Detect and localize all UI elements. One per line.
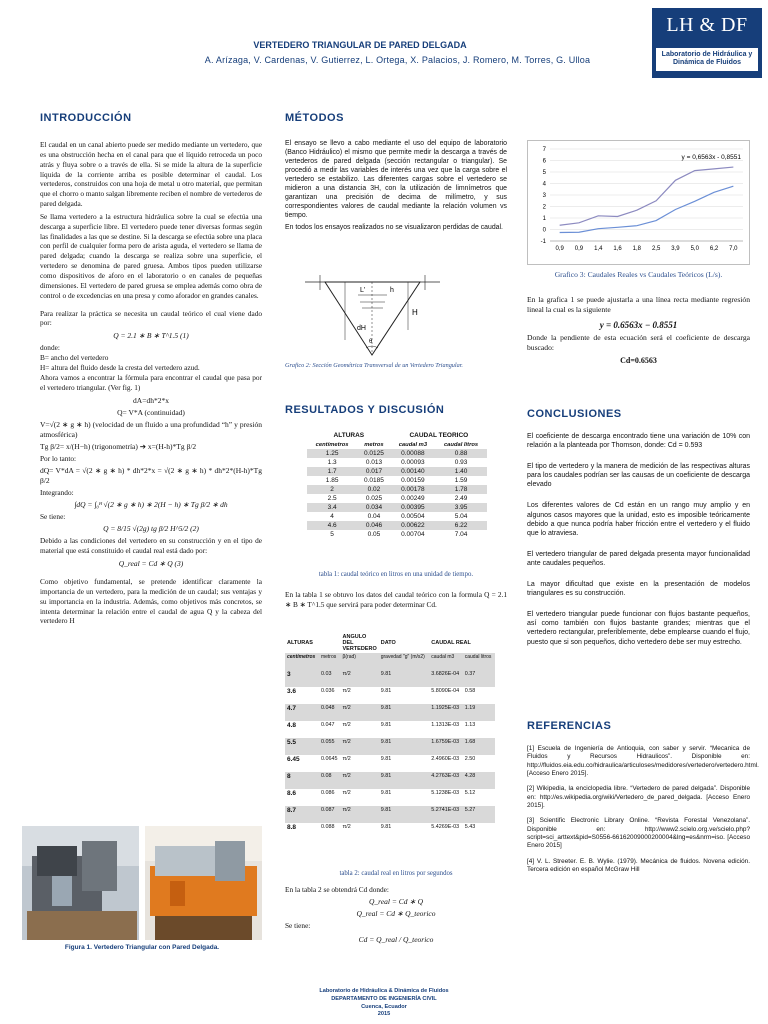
footer-department: DEPARTAMENTO DE INGENIERÍA CIVIL [331, 995, 437, 1002]
table1-subheader: caudal litros [443, 442, 479, 448]
chart-real-vs-theoretical [527, 140, 750, 265]
table2-subheader: gravedad "g" (m/s2) [379, 653, 430, 670]
table2-cell: 4.8 [287, 722, 297, 729]
table1-cell: 1.7 [307, 467, 357, 476]
reference-item: [4] V. L. Streeter. E. B. Wylie. (1979). Mecánica de fluidos. Novena edición. Tercera edición en español McGraw Hill [527, 857, 750, 873]
table2-cell: 4.2763E-03 [429, 772, 462, 789]
table1-cell: 3.95 [435, 503, 487, 512]
intro-paragraph: Debido a las condiciones del vertedero en su construcción y en el tipo de material que está constituido el caudal real está dado por: [40, 536, 262, 556]
table1-cell: 0.93 [454, 459, 468, 466]
conclusiones-heading: CONCLUSIONES [527, 408, 622, 420]
table2-cell: 6.45 [287, 756, 300, 763]
table2-cell: 9.81 [379, 670, 430, 687]
table2-cell: 8 [285, 772, 319, 789]
table1-cell: 0.00622 [391, 521, 435, 530]
table1-cell: 0.025 [365, 495, 383, 502]
table2-subheader: caudal m3 [429, 653, 462, 670]
equation-1: Q = 2.1 ∗ B ∗ T^1.5 (1) [113, 331, 189, 341]
table2-header: ANGULO DEL VERTEDERO [342, 634, 377, 652]
chart-svg [528, 141, 749, 264]
equation-v: V=√(2 ∗ g ∗ h) (velocidad de un fluido a una profundidad “h” y presión atmosférica) [40, 419, 262, 439]
table1-cell: 5 [330, 531, 334, 538]
table2-cell: 8.6 [287, 790, 297, 797]
equation-qreal-teorico: Q_real = Cd ∗ Q_teorico [356, 908, 436, 918]
table2-subheader: caudal litros [463, 653, 495, 670]
intro-paragraph: El caudal en un canal abierto puede ser medido mediante un vertedero, que es una obstrucción hecha en el canal para que el líquido retroceda un poco atrás y fluya sobre o a través de ella. Si se mide la altura de la superficie líquida de la corriente arriba es posible determinar el caudal. Los vertederos, construidos con una hoja de metal u otro material, que permitan que el chorro o manto salgan libremente reciben el nombre de vertederos de pared delgada. [40, 140, 262, 209]
label-theta: θ [369, 339, 373, 345]
table2-cell: 0.58 [464, 688, 476, 694]
table2-row [285, 772, 495, 789]
footer-year: 2015 [377, 1011, 391, 1018]
table2-cell: π/2 [342, 756, 351, 762]
equation-qreal: Q_real = Cd ∗ Q [369, 896, 423, 906]
table1-subheader: centímetros [315, 442, 349, 448]
table2-cell: π/2 [341, 772, 379, 789]
chart-series-line-trend [560, 186, 734, 232]
table1-cell: 0.00395 [391, 503, 435, 512]
chart-y-tick: 3 [542, 193, 546, 199]
resultados-text-2 [285, 885, 507, 947]
footer-city: Cuenca, Ecuador [361, 1003, 407, 1010]
table2-subheader: centímetros [285, 653, 319, 670]
table2-cell: 9.81 [379, 738, 430, 755]
photo-hydraulic-bench [145, 826, 262, 940]
table2-cell: 9.81 [380, 824, 392, 830]
chart-x-tick: 3,9 [671, 246, 680, 252]
intro-paragraph: Ahora vamos a encontrar la fórmula para encontrar el caudal que pasa por el vertedero triangular. (Ver fig. 1) [40, 372, 262, 392]
conclusion-item: El tipo de vertedero y la manera de medición de las respectivas alturas para los caudales podrían ser las causas de un coeficiente de descarga elevado [527, 463, 750, 489]
footer [200, 988, 568, 1019]
table1-cell: 0.0185 [364, 477, 384, 484]
table2-cell: 0.047 [320, 722, 335, 728]
table1-row [307, 476, 487, 485]
table2-row [285, 823, 495, 840]
figure-2-caption: Grafico 2: Sección Geométrica Transversal de un Vertedero Triangular. [285, 362, 463, 369]
table2-row [285, 704, 495, 721]
lab-logo [652, 8, 762, 78]
table2-cell: 2.4960E-03 [431, 756, 460, 762]
conclusion-item: El coeficiente de descarga encontrado tiene una variación de 10% con relación a la planteada por Thomson, donde: Cd = 0.593 [527, 433, 750, 450]
equation-3: Q_real = Cd ∗ Q (3) [118, 558, 184, 568]
table1-row [307, 467, 487, 476]
table1-row [307, 458, 487, 467]
conclusion-item: El vertedero triangular puede funcionar con flujos bastante pequeños, así como también con flujos bastante grandes; mientras que el vertedero rectangular, preferiblemente, debe emplearse cuando el flujo, puesto que si son pequeños, dicho vertedero debe ser muy estrecho. [527, 611, 750, 646]
referencias-body [527, 745, 759, 881]
table1-cell: 0.046 [357, 521, 390, 530]
table-real-flow [285, 633, 495, 840]
resultados-line: Se tiene: [285, 921, 311, 931]
table1-cell: 4 [330, 513, 334, 520]
table2-header: ALTURAS [287, 640, 313, 646]
chart-y-tick: 6 [542, 158, 546, 165]
reference-item: [1] Escuela de Ingeniería de Antioquia, con saber y servir. “Mecanica de Fluidos y Recursos Hidraulicos”. Disponible en: http://fluidos.eia.edu.co/hidraulica/articuloses/medidores/vertedero/vertedero.html. [Acceso Enero 2015]. [527, 745, 759, 777]
intro-paragraph: Como objetivo fundamental, se pretende identificar claramente la importancia de un vertedero, para la medición de un caudal; sus ventajas y su importancia en la industria. Además, como objetivos más concretos, se intenta determinar la relación entre el caudal de agua Q y la cabeza del vertedero H [40, 577, 262, 626]
table1-cell: 0.02 [357, 485, 390, 494]
label-h: h [390, 287, 394, 294]
table1-cell: 0.034 [357, 503, 390, 512]
grafico-paragraph: En la grafica 1 se puede ajustarla a una línea recta mediante regresión lineal la cual es la siguiente [527, 295, 750, 315]
table1-row [307, 521, 487, 530]
table2-cell: π/2 [341, 704, 379, 721]
figure-1-caption: Figura 1. Vertedero Triangular con Pared Delgada. [64, 944, 220, 951]
table-2-caption: tabla 2: caudal real en litros por segundos [339, 870, 453, 877]
table2-row [285, 670, 495, 687]
equation-2: Q = 8/15 √(2g) tg β/2 H^5/2 (2) [103, 524, 199, 534]
table2-cell: 0.0645 [320, 756, 338, 762]
table2-cell: 0.08 [319, 772, 341, 789]
table2-cell: 9.81 [380, 688, 392, 694]
intro-line: Integrando: [40, 488, 74, 498]
table2-cell: 8.7 [285, 806, 319, 823]
table2-cell: 5.27 [463, 806, 495, 823]
table1-cell: 0.00704 [401, 531, 425, 538]
table2-subheader: β(rad) [341, 653, 379, 670]
chart-x-tick: 1,8 [632, 246, 642, 252]
chart-y-tick: 0 [542, 227, 546, 234]
equation-q: Q= V*A (continuidad) [117, 407, 185, 417]
table1-cell: 0.05 [367, 531, 381, 538]
chart-x-tick: 1,6 [613, 246, 622, 252]
equation-da: dA=dh*2*x [133, 395, 169, 405]
table2-cell: 0.086 [320, 790, 335, 796]
reference-item: [2] Wikipedia, la enciclopedia libre. “Vertedero de pared delgada”. Disponible en: http://es.wikipedia.org/wiki/Vertedero_de_pared_delgada. [Acceso Enero 2015]. [527, 785, 750, 809]
table2-cell: 4.7 [285, 704, 319, 721]
table2-cell: 9.81 [380, 756, 392, 762]
table1-cell: 0.013 [365, 459, 383, 466]
table2-cell: 3 [285, 670, 319, 687]
metodos-paragraph: El ensayo se llevo a cabo mediante el uso del equipo de laboratorio (Banco Hidráulico) el mismo que permite medir la descarga a través de vertederos de pared delgada (sección rectangular o triangular). Se procedió a medir las variables de interés una vez que la carga sobre el vertedero se estabilizo. Las diferentes cargas sobre el vertedero se midieron a una distancia 3H, con la utilización de limnímetros que garantizan una precisión de decima de milímetro, y sus correspondientes valores de caudal mediante la relación volumen vs tiempo. [285, 140, 507, 219]
table2-cell: 1.19 [463, 704, 495, 721]
table2-cell: 0.37 [463, 670, 495, 687]
table2-cell: 1.1313E-03 [431, 722, 460, 728]
table1-cell: 0.017 [357, 467, 390, 476]
table-1-caption: tabla 1: caudal teórico en litros en una unidad de tiempo. [318, 571, 474, 578]
intro-line: donde: [40, 343, 60, 353]
cd-value: Cd=0.6563 [620, 356, 657, 366]
table2-cell: 9.81 [379, 806, 430, 823]
table1-cell: 0.0125 [357, 449, 390, 458]
conclusion-item: El vertedero triangular de pared delgada presenta mayor funcionalidad ante caudales pequeños. [527, 550, 750, 567]
table1-cell: 7.04 [454, 531, 468, 538]
table2-cell: 5.12 [464, 790, 476, 796]
table1-cell: 0.00159 [401, 477, 425, 484]
chart-annotation: y = 0,6563x - 0,8551 [681, 154, 741, 161]
table2-cell: 1.1925E-03 [429, 704, 462, 721]
table2-cell: 0.03 [319, 670, 341, 687]
table2-row [285, 738, 495, 755]
table1-cell: 0.00093 [401, 459, 425, 466]
chart-x-tick: 1,4 [594, 246, 603, 252]
table1-cell: 1.3 [327, 459, 337, 466]
table1-row [307, 503, 487, 512]
label-l: L' [360, 287, 366, 294]
resultados-line: En la tabla 2 se obtendrá Cd donde: [285, 885, 389, 894]
chart-y-tick: 5 [542, 170, 546, 176]
table1-subheader: metros [364, 442, 384, 448]
table2-cell: 1.6759E-03 [429, 738, 462, 755]
weir-cross-section-diagram [300, 270, 450, 360]
metodos-heading: MÉTODOS [285, 112, 344, 124]
table1-cell: 3.4 [307, 503, 357, 512]
table1-cell: 6.22 [435, 521, 487, 530]
table2-row [285, 721, 495, 738]
intro-line: B= ancho del vertedero [40, 353, 109, 363]
table2-cell: π/2 [342, 824, 351, 830]
table2-cell: π/2 [342, 722, 351, 728]
table1-cell: 0.88 [435, 449, 487, 458]
table2-row [285, 755, 495, 772]
chart-y-tick: 7 [542, 147, 546, 153]
table2-cell: 0.048 [319, 704, 341, 721]
label-big-h: H [412, 308, 418, 317]
intro-line: Por lo tanto: [40, 454, 77, 464]
table2-cell: 2.50 [464, 756, 476, 762]
table2-row [285, 806, 495, 823]
table2-cell: 9.81 [380, 790, 392, 796]
footer-lab: Laboratorio de Hidráulica & Dinámica de Fluidos [319, 988, 449, 994]
table2-cell: 5.5 [285, 738, 319, 755]
grafico-3-text [527, 295, 750, 367]
table1-cell: 1.40 [435, 467, 487, 476]
table2-cell: π/2 [341, 738, 379, 755]
table2-cell: 1.13 [464, 722, 476, 728]
table1-cell: 0.00249 [401, 495, 425, 502]
table1-row [307, 494, 487, 503]
chart-y-tick: 4 [542, 181, 546, 188]
chart-x-tick: 2,5 [651, 246, 661, 252]
metodos-body [285, 140, 507, 236]
grafico-paragraph: Donde la pendiente de esta ecuación será el coeficiente de descarga buscado: [527, 332, 750, 352]
table1-cell: 2 [307, 485, 357, 494]
intro-line: Se tiene: [40, 512, 66, 522]
table2-cell: 9.81 [379, 704, 430, 721]
table2-cell: 9.81 [380, 722, 392, 728]
table2-cell: 0.087 [319, 806, 341, 823]
intro-paragraph: Para realizar la práctica se necesita un caudal teórico el cual viene dado por: [40, 308, 262, 328]
table2-cell: 5.4269E-03 [431, 824, 460, 830]
poster-title: VERTEDERO TRIANGULAR DE PARED DELGADA [253, 40, 467, 50]
conclusion-item: Los diferentes valores de Cd están en un rango muy amplio y en algunos casos mayores que la unidad, esto es imposible teóricamente debido a que nunca podría haber fricción entre el vertedero y el fluido que lo atraviesa. [527, 502, 750, 537]
table1-cell: 0.00140 [391, 467, 435, 476]
chart-x-tick: 7,0 [729, 246, 738, 252]
table2-cell: 5.43 [464, 824, 476, 830]
table1-row [307, 449, 487, 458]
table2-cell: 0.088 [320, 824, 335, 830]
table1-cell: 0.04 [367, 513, 381, 520]
table-theoretical-flow [307, 430, 487, 539]
table2-header: CAUDAL REAL [431, 640, 471, 646]
table2-cell: π/2 [342, 790, 351, 796]
table2-cell: 5.2741E-03 [429, 806, 462, 823]
referencias-heading: REFERENCIAS [527, 720, 612, 732]
table1-header: ALTURAS [333, 432, 365, 439]
table2-cell: 0.055 [319, 738, 341, 755]
chart-x-tick: 6,2 [709, 246, 719, 252]
logo-title: LH & DF [666, 14, 748, 36]
chart-x-tick: 0,9 [555, 246, 564, 252]
table2-cell: π/2 [341, 670, 379, 687]
table1-cell: 2.49 [454, 495, 468, 502]
equation-cd: Cd = Q_real / Q_teorico [358, 934, 434, 944]
chart-y-tick: -1 [540, 239, 546, 245]
intro-line: H= altura del fluido desde la cresta del vertedero azud. [40, 363, 200, 372]
table1-cell: 5.04 [454, 513, 468, 520]
table2-cell: 0.036 [320, 688, 335, 694]
table1-row [307, 530, 487, 539]
chart-x-tick: 5,0 [690, 246, 699, 252]
table2-header: DATO [380, 640, 396, 646]
logo-subtitle: Laboratorio de Hidráulica y Dinámica de Fluidos [656, 48, 758, 71]
resultados-heading: RESULTADOS Y DISCUSIÓN [285, 404, 445, 416]
equation-dq: dQ= V*dA = √(2 ∗ g ∗ h) * dh*2*x = √(2 ∗ g ∗ h) * dh*2*(H-h)*Tg β/2 [40, 466, 262, 486]
regression-equation: y = 0.6563x − 0.8551 [599, 319, 678, 330]
table2-cell: 3.6 [287, 688, 297, 695]
chart-y-tick: 2 [542, 204, 546, 211]
table1-cell: 0.00088 [391, 449, 435, 458]
table1-cell: 0.00504 [401, 513, 425, 520]
table1-cell: 1.25 [307, 449, 357, 458]
chart-y-tick: 1 [542, 216, 546, 222]
chart-x-tick: 0,9 [574, 246, 584, 252]
metodos-paragraph: En todos los ensayos realizados no se visualizaron perdidas de caudal. [285, 223, 503, 231]
table1-row [307, 485, 487, 494]
table1-cell: 1.85 [325, 477, 339, 484]
reference-item: [3] Scientific Electronic Library Online. “Revista Forestal Venezolana”. Disponible en: http://www2.scielo.org.ve/scielo.php?script=sci_arttext&pid=S0556-66162009000200004&lng=es&nrm=iso. [Acceso Enero 2015] [527, 817, 750, 850]
table1-cell: 1.59 [454, 477, 468, 484]
intro-body [40, 140, 262, 629]
table1-subheader: caudal m3 [398, 442, 428, 448]
poster-authors: A. Arízaga, V. Cardenas, V. Gutierrez, L. Ortega, X. Palacios, J. Romero, M. Torres, G. Ulloa [204, 55, 591, 65]
conclusion-item: La mayor dificultad que existe en la presentación de modelos triangulares es su construcción. [527, 581, 750, 598]
table2-cell: 8.8 [287, 824, 297, 831]
table1-cell: 1.78 [435, 485, 487, 494]
table2-row [285, 687, 495, 704]
table2-cell: 5.1238E-03 [431, 790, 460, 796]
equation-integral: ∫dQ = ∫₀ᴴ √(2 ∗ g ∗ h) ∗ 2(H − h) ∗ Tg β/2 ∗ dh [74, 500, 228, 510]
table2-cell: 3.6826E-04 [429, 670, 462, 687]
photo-weir-equipment [22, 826, 139, 940]
table2-cell: π/2 [341, 806, 379, 823]
label-dh: dH [357, 325, 366, 332]
table1-cell: 2.5 [327, 495, 337, 502]
table2-cell: 5.8090E-04 [431, 688, 460, 694]
intro-heading: INTRODUCCIÓN [40, 112, 132, 124]
table2-cell: 4.28 [463, 772, 495, 789]
intro-paragraph: Se llama vertedero a la estructura hidráulica sobre la cual se efectúa una descarga a superficie libre. El vertedero puede tener diversas formas según las finalidades a las que se destine. Si la descarga se efectúa sobre una placa con perfil de cualquier forma pero de arista aguda, el vertedero se llama de pared delgada; cuando la descarga se realiza sobre una superficie, el vertedero se denomina de pared gruesa. Ambos tipos pueden utilizarse como dispositivos de aforo en el laboratorio o en canales de pequeñas dimensiones. El vertedero de pared gruesa se emplea además como obra de control o de excedencias en una presa y como aforador en grandes canales. [40, 211, 262, 300]
conclusiones-body [527, 432, 750, 650]
table1-row [307, 512, 487, 521]
table2-subheader: metros [319, 653, 341, 670]
table2-cell: π/2 [342, 688, 351, 694]
table1-cell: 0.00178 [391, 485, 435, 494]
table2-cell: 9.81 [379, 772, 430, 789]
resultados-text-1: En la tabla 1 se obtuvo los datos del caudal teórico con la formula Q = 2.1 ∗ B ∗ T^1.5 que servirá para poder determinar Cd. [285, 590, 507, 609]
table1-cell: 4.6 [307, 521, 357, 530]
table2-row [285, 789, 495, 806]
equation-tg: Tg β/2= x/(H−h) (trigonometría) ➔ x=(H-h)*Tg β/2 [40, 442, 197, 452]
table2-cell: 1.68 [463, 738, 495, 755]
table1-header: CAUDAL TEORICO [409, 432, 469, 439]
grafico-3-caption: Grafico 3: Caudales Reales vs Caudales Teóricos (L/s). [554, 270, 723, 279]
